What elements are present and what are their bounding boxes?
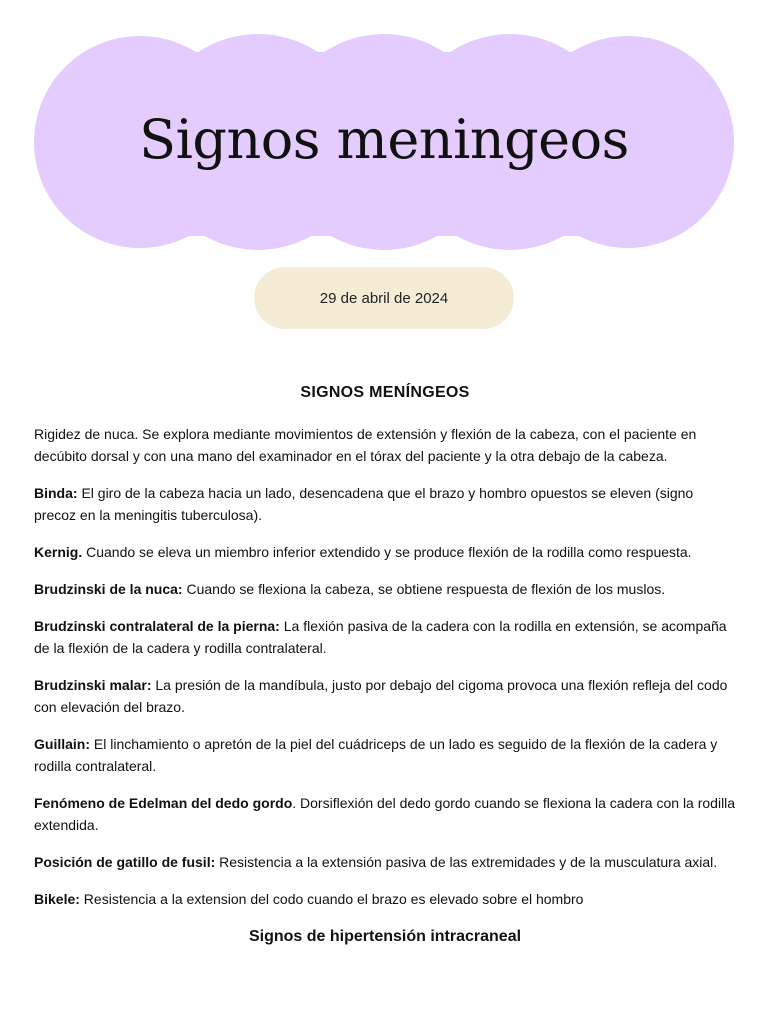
sign-description: Resistencia a la extensión pasiva de las extremidades y de la musculatura axial.: [215, 854, 718, 870]
sign-term: Brudzinski contralateral de la pierna:: [34, 618, 280, 634]
sign-paragraph: [34, 674, 736, 718]
sign-paragraph: [34, 733, 736, 777]
sign-term: Posición de gatillo de fusil:: [34, 854, 216, 870]
sign-paragraph: [34, 888, 736, 910]
sub-heading: Signos de hipertensión intracraneal: [248, 928, 522, 945]
sign-term: Brudzinski de la nuca:: [34, 581, 183, 597]
page-title: Signos meningeos: [139, 108, 629, 171]
date-badge: [254, 267, 514, 329]
sign-description: La presión de la mandíbula, justo por debajo del cigoma provoca una flexión refleja del codo con elevación del brazo.: [34, 677, 728, 715]
sign-description: El linchamiento o apretón de la piel del cuádriceps de un lado es seguido de la flexión de la cadera y rodilla contralateral.: [34, 736, 718, 774]
sign-description: Cuando se eleva un miembro inferior extendido y se produce flexión de la rodilla como respuesta.: [82, 544, 692, 560]
sign-term: Guillain:: [34, 736, 90, 752]
sign-paragraph: [34, 851, 736, 873]
sign-paragraph: [34, 792, 736, 836]
section-heading: SIGNOS MENÍNGEOS: [300, 384, 470, 401]
sign-term: Bikele:: [34, 891, 80, 907]
sign-term: Binda:: [34, 485, 78, 501]
document-body: [34, 384, 736, 946]
sign-description: Resistencia a la extension del codo cuando el brazo es elevado sobre el hombro: [79, 891, 584, 907]
sign-paragraph: [34, 541, 736, 563]
date-text: 29 de abril de 2024: [319, 289, 449, 307]
sign-term: Kernig.: [34, 544, 83, 560]
sign-term: Brudzinski malar:: [34, 677, 152, 693]
sign-description: El giro de la cabeza hacia un lado, desencadena que el brazo y hombro opuestos se eleven (signo precoz en la meningitis tuberculosa).: [34, 485, 694, 523]
sign-description: Cuando se flexiona la cabeza, se obtiene respuesta de flexión de los muslos.: [182, 581, 666, 597]
sign-term: Fenómeno de Edelman del dedo gordo: [34, 795, 293, 811]
intro-paragraph: Rigidez de nuca. Se explora mediante movimientos de extensión y flexión de la cabeza, con el paciente en decúbito dorsal y con una mano del examinador en el tórax del paciente y la otra debajo de la cabeza.: [34, 426, 697, 464]
sign-paragraph: [34, 615, 736, 659]
sign-paragraph: [34, 578, 736, 600]
sign-description: La flexión pasiva de la cadera con la rodilla en extensión, se acompaña de la flexión de la cadera y rodilla contralateral.: [34, 618, 727, 656]
sign-description: . Dorsiflexión del dedo gordo cuando se flexiona la cadera con la rodilla extendida.: [34, 795, 736, 833]
sign-paragraph: [34, 482, 736, 526]
